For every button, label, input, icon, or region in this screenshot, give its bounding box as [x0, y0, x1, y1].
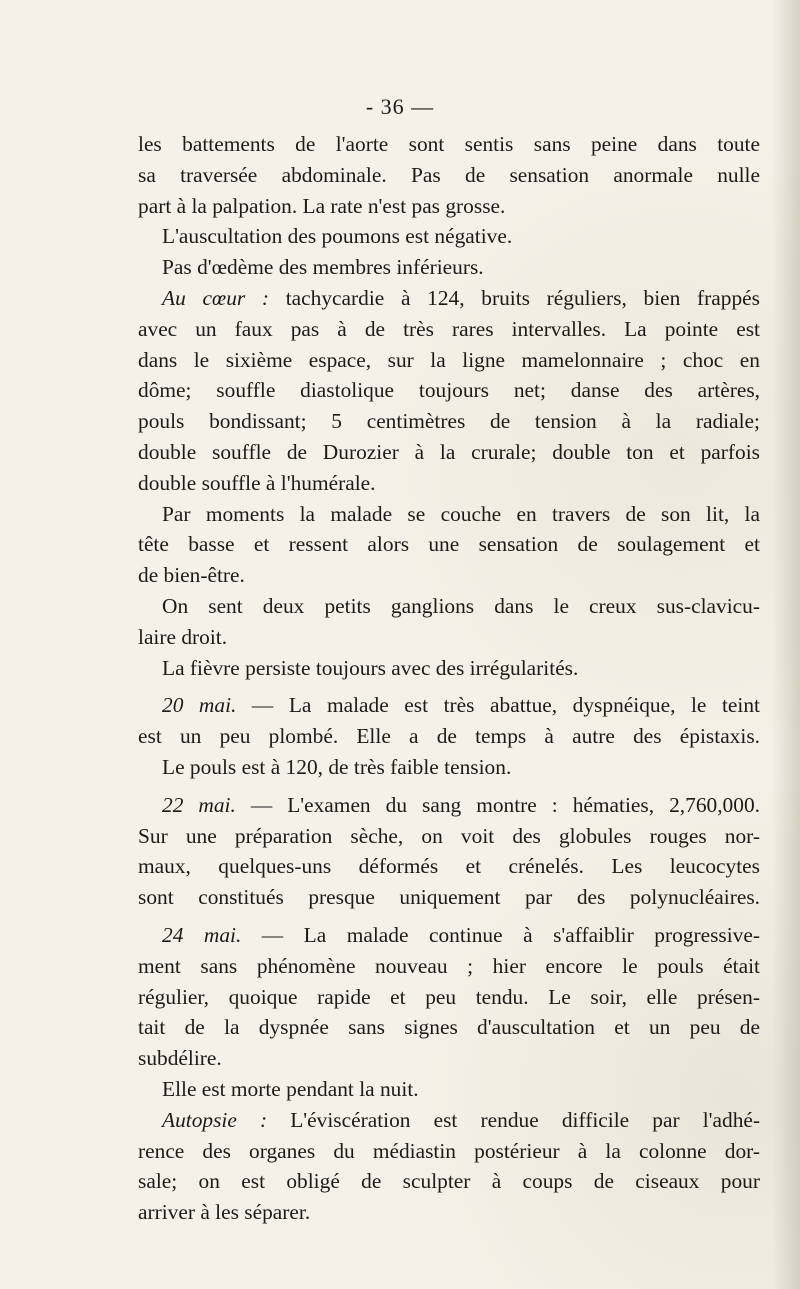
text-line — [138, 160, 760, 191]
text-line — [138, 591, 760, 622]
body-text — [138, 129, 760, 1228]
line-text: tête basse et ressent alors une sensation de soulagement et — [138, 532, 760, 557]
line-text: part à la palpation. La rate n'est pas grosse. — [138, 193, 506, 218]
line-text: La fièvre persiste toujours avec des irrégularités. — [162, 655, 579, 680]
line-text: les battements de l'aorte sont sentis sans peine dans toute — [138, 132, 760, 156]
line-text: Sur une préparation sèche, on voit des globules rouges nor- — [138, 823, 760, 848]
line-text: Pas d'œdème des membres inférieurs. — [162, 255, 484, 280]
page-edge-shadow — [772, 0, 800, 1289]
line-text: dans le sixième espace, sur la ligne mamelonnaire ; choc en — [138, 347, 760, 372]
text-line — [138, 1166, 760, 1197]
text-line — [138, 1074, 760, 1105]
text-line — [138, 283, 760, 314]
text-line — [138, 882, 760, 913]
text-line — [138, 1136, 760, 1167]
line-text: laire droit. — [138, 624, 228, 649]
text-line — [138, 314, 760, 345]
line-text: ment sans phénomène nouveau ; hier encore le pouls était — [138, 953, 760, 978]
text-line — [138, 752, 760, 783]
line-text: pouls bondissant; 5 centimètres de tension à la radiale; — [138, 409, 760, 434]
text-line — [138, 1043, 760, 1074]
page-number: - 36 — — [365, 94, 435, 119]
line-text: avec un faux pas à de très rares intervalles. La pointe est — [138, 316, 760, 341]
line-text: L'auscultation des poumons est négative. — [162, 224, 513, 249]
line-text: arriver à les séparer. — [138, 1200, 311, 1225]
line-text: sale; on est obligé de sculpter à coups de ciseaux pour — [138, 1169, 760, 1194]
text-line — [138, 1197, 760, 1228]
line-text: — L'examen du sang montre : hématies, 2,760,000. — [235, 792, 760, 817]
text-line — [138, 129, 760, 160]
italic-lead: 20 mai. — [162, 693, 237, 718]
line-text: sa traversée abdominale. Pas de sensation anormale nulle — [138, 162, 760, 187]
line-text: — La malade continue à s'affaiblir progressive- — [241, 922, 760, 947]
line-text: Par moments la malade se couche en travers de son lit, la — [162, 501, 760, 526]
text-line — [138, 560, 760, 591]
text-line — [138, 499, 760, 530]
line-text: On sent deux petits ganglions dans le creux sus-clavicu- — [162, 593, 760, 618]
text-line — [138, 920, 760, 951]
line-text: double souffle de Durozier à la crurale; double ton et parfois — [138, 439, 760, 464]
line-text: sont constitués presque uniquement par des polynucléaires. — [138, 885, 760, 910]
line-text: tait de la dyspnée sans signes d'auscultation et un peu de — [138, 1015, 760, 1040]
line-text: L'éviscération est rendue difficile par l'adhé- — [267, 1107, 760, 1132]
line-text: maux, quelques-uns déformés et crénelés. Les leucocytes — [138, 854, 760, 879]
line-text: Elle est morte pendant la nuit. — [162, 1076, 419, 1101]
italic-lead: Au cœur : — [162, 285, 270, 310]
text-line — [138, 951, 760, 982]
line-text: de bien-être. — [138, 563, 245, 588]
line-text: rence des organes du médiastin postérieur à la colonne dor- — [138, 1138, 760, 1163]
line-text: régulier, quoique rapide et peu tendu. Le soir, elle présen- — [138, 984, 760, 1009]
text-line — [138, 690, 760, 721]
text-line — [138, 721, 760, 752]
italic-lead: Autopsie : — [162, 1107, 268, 1132]
text-line — [138, 406, 760, 437]
text-line — [138, 1105, 760, 1136]
text-line — [138, 653, 760, 684]
text-line — [138, 252, 760, 283]
line-text: dôme; souffle diastolique toujours net; danse des artères, — [138, 378, 760, 403]
text-line — [138, 345, 760, 376]
line-text: est un peu plombé. Elle a de temps à autre des épistaxis. — [138, 724, 760, 749]
line-text: — La malade est très abattue, dyspnéique, le teint — [236, 693, 760, 718]
text-line — [138, 221, 760, 252]
line-text: subdélire. — [138, 1046, 222, 1071]
text-line — [138, 375, 760, 406]
text-line — [138, 982, 760, 1013]
text-line — [138, 191, 760, 222]
line-text: tachycardie à 124, bruits réguliers, bien frappés — [269, 285, 760, 310]
text-line — [138, 437, 760, 468]
italic-lead: 24 mai. — [162, 922, 242, 947]
text-line — [138, 790, 760, 821]
italic-lead: 22 mai. — [162, 792, 236, 817]
text-line — [138, 1012, 760, 1043]
text-line — [138, 851, 760, 882]
text-line — [138, 622, 760, 653]
text-line — [138, 468, 760, 499]
line-text: Le pouls est à 120, de très faible tension. — [162, 754, 512, 779]
line-text: double souffle à l'humérale. — [138, 470, 376, 495]
text-line — [138, 821, 760, 852]
text-line — [138, 529, 760, 560]
